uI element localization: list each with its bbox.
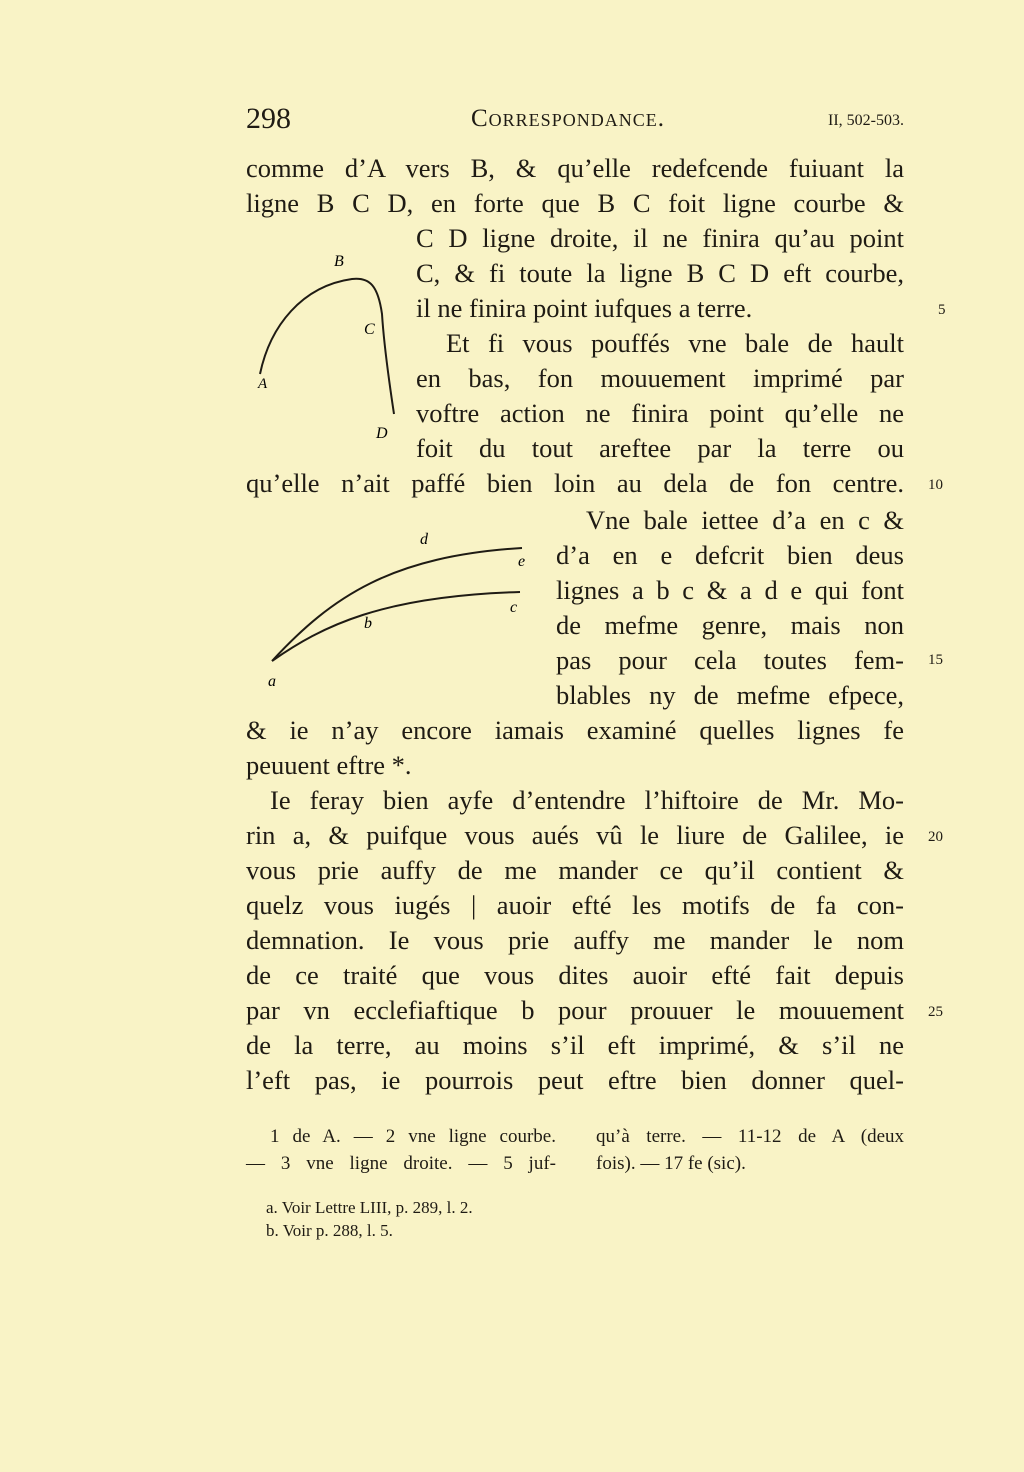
variant-note-line: — 3 vne ligne droite. — 5 juf- [246, 1153, 556, 1174]
text-line: pas pour cela toutes fem- [556, 645, 904, 675]
label-d: d [420, 531, 428, 548]
label-a: A [258, 376, 268, 392]
text-line: d’a en e defcrit bien deus [556, 540, 904, 570]
text-line: comme d’A vers B, & qu’elle redefcende fuiuant la [246, 153, 904, 183]
text-line: l’eft pas, ie pourrois peut eftre bien donner quel- [246, 1065, 904, 1095]
text-line: peuuent eftre *. [246, 750, 412, 780]
text-line: vous prie auffy de me mander ce qu’il contient & [246, 855, 904, 885]
footnote: b. Voir p. 288, l. 5. [266, 1221, 393, 1240]
label-a: a [268, 673, 276, 690]
text-line: demnation. Ie vous prie auffy me mander le nom [246, 925, 904, 955]
label-c: C [364, 321, 375, 338]
line-number: 25 [928, 1004, 943, 1020]
text-line: ligne B C D, en forte que B C foit ligne courbe & [246, 188, 904, 218]
text-line: Ie feray bien ayfe d’entendre l’hiftoire de Mr. Mo- [270, 785, 904, 815]
label-b: B [334, 253, 344, 270]
line-number: 10 [928, 477, 943, 493]
figure-trajectory-bcd [242, 236, 412, 444]
text-line: Vne bale iettee d’a en c & [586, 505, 904, 535]
footnote: a. Voir Lettre LIII, p. 289, l. 2. [266, 1198, 473, 1217]
variant-note-line: fois). — 17 fe (sic). [596, 1153, 746, 1174]
text-line: foit du tout areftee par la terre ou [416, 433, 904, 463]
line-number: 20 [928, 829, 943, 845]
text-line: Et fi vous pouffés vne bale de hault [446, 328, 904, 358]
text-line: lignes a b c & a d e qui font [556, 575, 904, 605]
text-line: de ce traité que vous dites auoir efté fait depuis [246, 960, 904, 990]
text-line: quelz vous iugés | auoir efté les motifs de fa con- [246, 890, 904, 920]
text-line: C D ligne droite, il ne finira qu’au point [416, 223, 904, 253]
line-number: 5 [938, 302, 946, 318]
variant-note-line: qu’à terre. — 11-12 de A (deux [596, 1126, 904, 1147]
label-c: c [510, 599, 518, 616]
label-b: b [364, 615, 372, 632]
text-line: & ie n’ay encore iamais examiné quelles lignes fe [246, 715, 904, 745]
page-number: 298 [246, 102, 291, 135]
variant-note-line: 1 de A. — 2 vne ligne courbe. [270, 1126, 556, 1147]
label-e: e [518, 553, 526, 570]
text-line: par vn ecclefiaftique b pour prouuer le mouuement [246, 995, 904, 1025]
text-line: de la terre, au moins s’il eft imprimé, & s’il ne [246, 1030, 904, 1060]
text-line: rin a, & puifque vous aués vû le liure de Galilee, ie [246, 820, 904, 850]
text-line: de mefme genre, mais non [556, 610, 904, 640]
figure-trajectories-abc-ade [252, 526, 542, 694]
running-head [246, 102, 906, 142]
volume-reference: II, 502-503. [828, 112, 904, 129]
text-line: voftre action ne finira point qu’elle ne [416, 398, 904, 428]
text-line: il ne finira point iufques a terre. [416, 293, 753, 323]
text-line: blables ny de mefme efpece, [556, 680, 904, 710]
line-number: 15 [928, 652, 943, 668]
label-d: D [376, 425, 388, 442]
text-line: en bas, fon mouuement imprimé par [416, 363, 904, 393]
text-line: C, & fi toute la ligne B C D eft courbe, [416, 258, 904, 288]
running-title: Correspondance. [471, 105, 665, 132]
text-line: qu’elle n’ait paffé bien loin au dela de fon centre. [246, 468, 904, 498]
